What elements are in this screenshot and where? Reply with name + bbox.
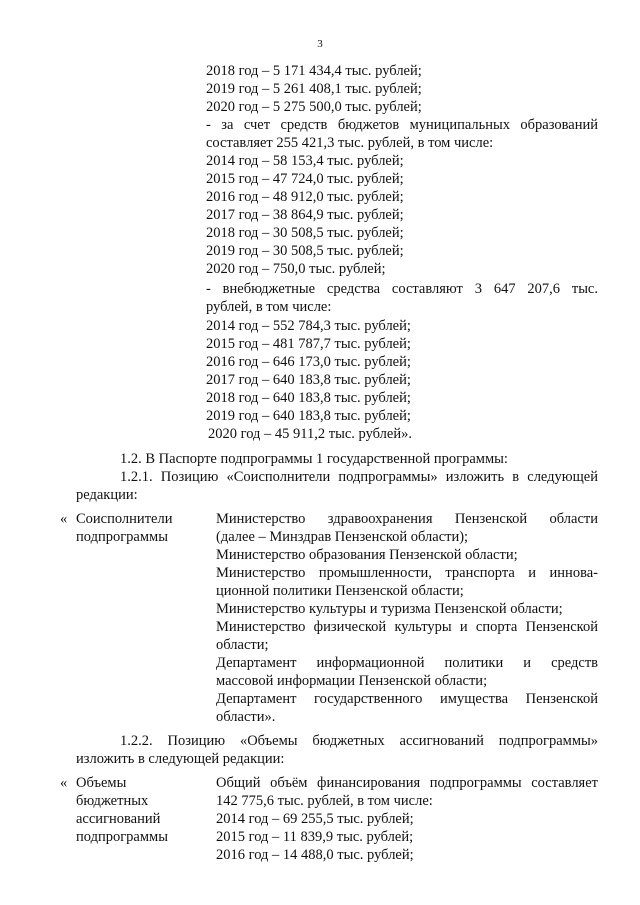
table2-label-line: Объемы (76, 775, 127, 791)
table1-value-line: Министерство промышленности, транспорта и иннова- (216, 565, 598, 581)
table1-value-line: Министерство физической культуры и спорта Пензенской (216, 619, 598, 635)
table1-value-line: Министерство здравоохранения Пензенской области (216, 511, 598, 527)
text-line: 2018 год – 640 183,8 тыс. рублей; (206, 390, 411, 406)
table1-value-line: ционной политики Пензенской области; (216, 583, 464, 599)
text-line: рублей, в том числе: (206, 299, 332, 315)
text-line: 2019 год – 640 183,8 тыс. рублей; (206, 408, 411, 424)
text-line: 2016 год – 48 912,0 тыс. рублей; (206, 189, 404, 205)
table2-label-line: бюджетных (76, 793, 149, 809)
table2-value-line: 2015 год – 11 839,9 тыс. рублей; (216, 829, 414, 845)
text-line: 2016 год – 646 173,0 тыс. рублей; (206, 354, 411, 370)
table2-value-line: 2014 год – 69 255,5 тыс. рублей; (216, 811, 414, 827)
text-line: - за счет средств бюджетов муниципальных образований (206, 117, 598, 133)
table1-value-line: массовой информации Пензенской области; (216, 673, 488, 689)
table2-label-line: подпрограммы (76, 829, 168, 845)
table2-label-line: ассигнований (76, 811, 161, 827)
text-line: 2019 год – 30 508,5 тыс. рублей; (206, 243, 404, 259)
text-line: 2020 год – 750,0 тыс. рублей; (206, 261, 386, 277)
section-heading: 1.2. В Паспорте подпрограммы 1 государственной программы: (120, 451, 508, 467)
table1-value-line: области; (216, 637, 269, 653)
text-line: 2018 год – 30 508,5 тыс. рублей; (206, 225, 404, 241)
open-quote: « (60, 775, 68, 791)
text-line: 2017 год – 38 864,9 тыс. рублей; (206, 207, 404, 223)
text-line: 2014 год – 58 153,4 тыс. рублей; (206, 153, 404, 169)
table1-value-line: Департамент государственного имущества Пензенской (216, 691, 598, 707)
table2-value-line: 2016 год – 14 488,0 тыс. рублей; (216, 847, 414, 863)
table2-value-line: Общий объём финансирования подпрограммы составляет (216, 775, 598, 791)
text-line: 2018 год – 5 171 434,4 тыс. рублей; (206, 63, 422, 79)
section-text: 1.2.2. Позицию «Объемы бюджетных ассигнований подпрограммы» (120, 733, 598, 749)
text-line: 2019 год – 5 261 408,1 тыс. рублей; (206, 81, 422, 97)
text-line: составляет 255 421,3 тыс. рублей, в том числе: (206, 135, 494, 151)
page-number: 3 (317, 38, 323, 50)
table1-value-line: Министерство культуры и туризма Пензенской области; (216, 601, 563, 617)
text-line: 2015 год – 47 724,0 тыс. рублей; (206, 171, 404, 187)
section-text: редакции: (76, 487, 138, 503)
open-quote: « (60, 511, 68, 527)
table1-value-line: области». (216, 709, 276, 725)
section-text: 1.2.1. Позицию «Соисполнители подпрограммы» изложить в следующей (120, 469, 598, 485)
table1-value-line: Министерство образования Пензенской области; (216, 547, 518, 563)
section-text: изложить в следующей редакции: (76, 751, 285, 767)
text-line: 2015 год – 481 787,7 тыс. рублей; (206, 336, 411, 352)
text-line: 2017 год – 640 183,8 тыс. рублей; (206, 372, 411, 388)
text-line: 2020 год – 45 911,2 тыс. рублей». (208, 426, 412, 442)
text-line: 2014 год – 552 784,3 тыс. рублей; (206, 318, 411, 334)
text-line: 2020 год – 5 275 500,0 тыс. рублей; (206, 99, 422, 115)
table2-value-line: 142 775,6 тыс. рублей, в том числе: (216, 793, 433, 809)
table1-label-line: Соисполнители (76, 511, 173, 527)
text-line: - внебюджетные средства составляют 3 647 207,6 тыс. (206, 281, 598, 297)
table1-value-line: Департамент информационной политики и средств (216, 655, 598, 671)
table1-label-line: подпрограммы (76, 529, 168, 545)
table1-value-line: (далее – Минздрав Пензенской области); (216, 529, 469, 545)
